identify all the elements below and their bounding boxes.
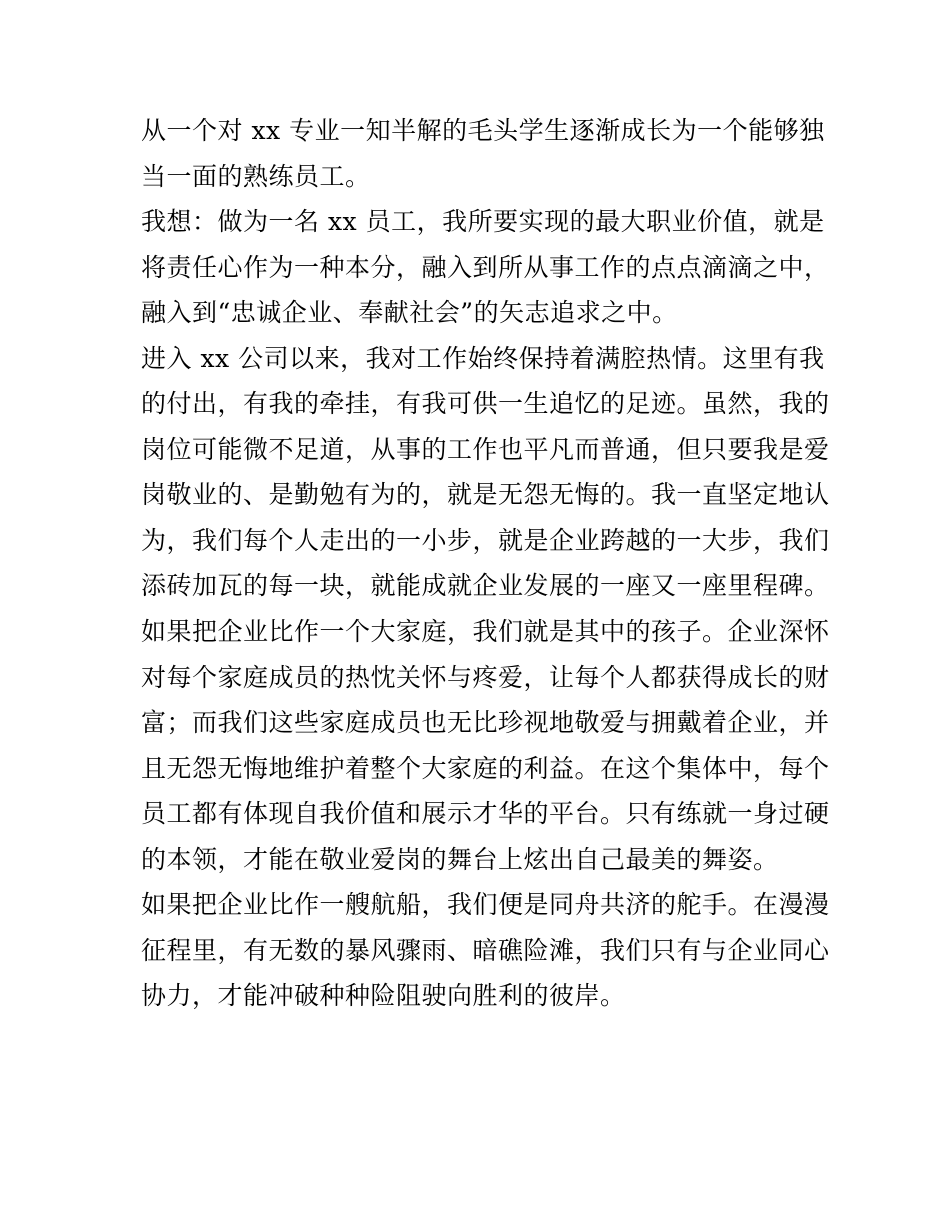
text-line: 的本领，才能在敬业爱岗的舞台上炫出自己最美的舞姿。 xyxy=(141,844,779,874)
text-line: 如果把企业比作一艘航船，我们便是同舟共济的舵手。在漫漫 xyxy=(141,890,830,920)
text-line: 的付出，有我的牵挂，有我可供一生追忆的足迹。虽然，我的 xyxy=(141,389,830,419)
text-line: 富；而我们这些家庭成员也无比珍视地敬爱与拥戴着企业，并 xyxy=(141,708,830,738)
text-line: 我想：做为一名 xx 员工，我所要实现的最大职业价值，就是 xyxy=(141,207,825,237)
text-line: 岗位可能微不足道，从事的工作也平凡而普通，但只要我是爱 xyxy=(141,434,830,464)
text-line: 融入到“忠诚企业、奉献社会”的矢志追求之中。 xyxy=(141,298,678,328)
text-line: 进入 xx 公司以来，我对工作始终保持着满腔热情。这里有我 xyxy=(141,343,825,373)
text-line: 且无怨无悔地维护着整个大家庭的利益。在这个集体中，每个 xyxy=(141,753,830,783)
text-line: 为，我们每个人走出的一小步，就是企业跨越的一大步，我们 xyxy=(141,525,830,555)
text-line: 当一面的熟练员工。 xyxy=(141,161,371,191)
text-line: 从一个对 xx 专业一知半解的毛头学生逐渐成长为一个能够独 xyxy=(141,116,825,145)
text-line: 添砖加瓦的每一块，就能成就企业发展的一座又一座里程碑。 xyxy=(141,571,830,601)
text-line: 将责任心作为一种本分，融入到所从事工作的点点滴滴之中， xyxy=(141,252,830,282)
text-line: 协力，才能冲破种种险阻驶向胜利的彼岸。 xyxy=(141,981,626,1011)
text-line: 员工都有体现自我价值和展示才华的平台。只有练就一身过硬 xyxy=(141,799,830,829)
text-line: 对每个家庭成员的热忱关怀与疼爱，让每个人都获得成长的财 xyxy=(141,662,830,692)
text-line: 如果把企业比作一个大家庭，我们就是其中的孩子。企业深怀 xyxy=(141,617,830,647)
text-line: 岗敬业的、是勤勉有为的，就是无怨无悔的。我一直坚定地认 xyxy=(141,480,830,510)
text-line: 征程里，有无数的暴风骤雨、暗礁险滩，我们只有与企业同心 xyxy=(141,935,830,965)
document-body xyxy=(141,108,830,1019)
